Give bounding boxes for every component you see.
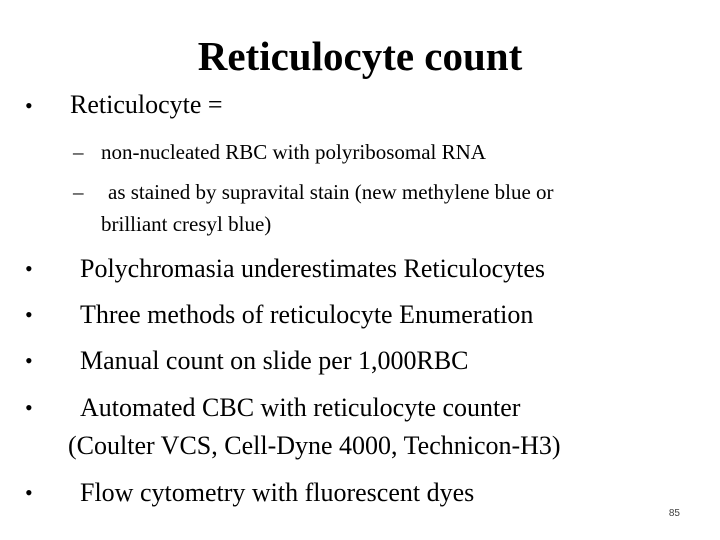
- bullet-text: Three methods of reticulocyte Enumeration: [80, 300, 534, 329]
- bullet-icon: •: [25, 302, 33, 327]
- dash-icon: –: [73, 180, 84, 204]
- sub-bullet-text: non-nucleated RBC with polyribosomal RNA: [101, 140, 486, 164]
- bullet-icon: •: [25, 93, 33, 118]
- sub-bullet-continuation: brilliant cresyl blue): [101, 212, 272, 236]
- bullet-icon: •: [25, 348, 33, 373]
- bullet-text: Reticulocyte =: [70, 90, 223, 119]
- page-number: 85: [668, 508, 680, 519]
- bullet-text: Polychromasia underestimates Reticulocytes: [80, 254, 545, 283]
- bullet-continuation: (Coulter VCS, Cell-Dyne 4000, Technicon-H3): [68, 431, 561, 460]
- bullet-text: Automated CBC with reticulocyte counter: [80, 393, 521, 422]
- bullet-icon: •: [25, 256, 33, 281]
- slide-title: Reticulocyte count: [197, 33, 523, 79]
- bullet-icon: •: [25, 395, 33, 420]
- bullet-icon: •: [25, 480, 33, 505]
- sub-bullet-text: as stained by supravital stain (new methylene blue or: [108, 180, 554, 204]
- bullet-item: [25, 90, 705, 121]
- bullet-text: Flow cytometry with fluorescent dyes: [80, 478, 475, 507]
- bullet-text: Manual count on slide per 1,000RBC: [80, 346, 469, 375]
- dash-icon: –: [73, 140, 84, 164]
